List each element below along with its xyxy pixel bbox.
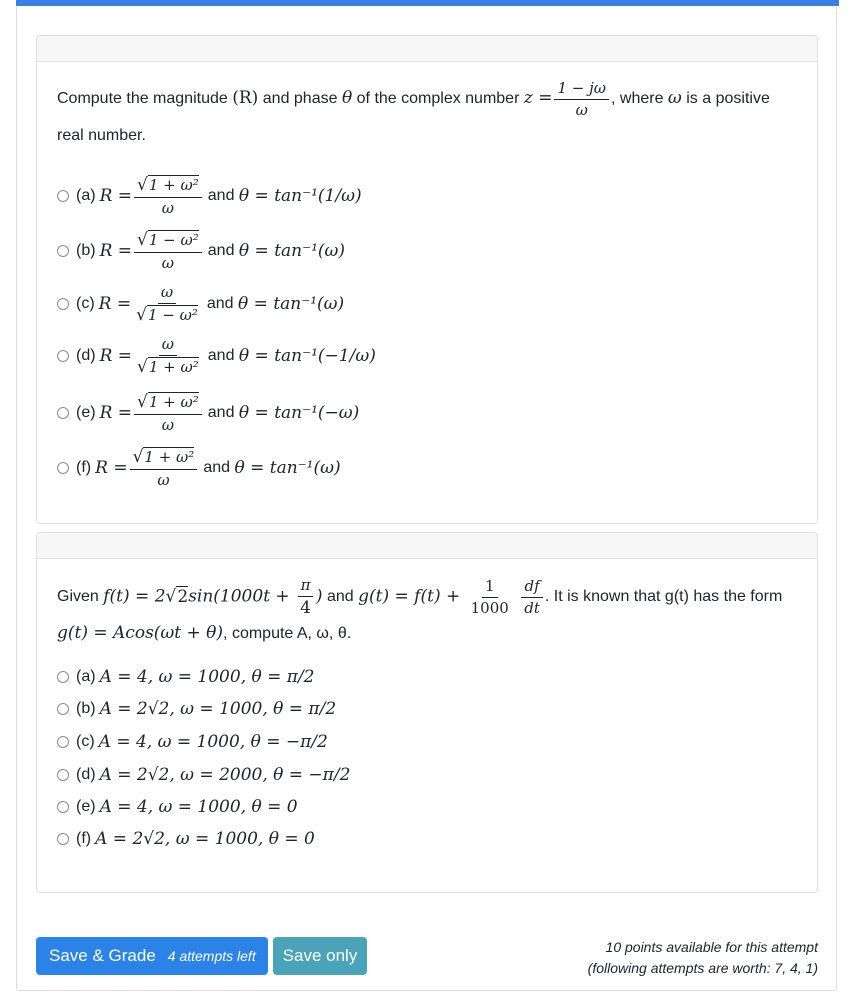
question-2-prompt [57, 577, 799, 644]
q2-option-c[interactable] [57, 732, 328, 752]
option-label: (e) [76, 404, 96, 422]
radio-button[interactable] [57, 833, 69, 845]
R-numerator: √1 + ω² [134, 393, 202, 415]
q1-z: z = [523, 88, 553, 109]
R-numerator: ω [159, 336, 177, 356]
points-line-2: (following attempts are worth: 7, 4, 1) [587, 960, 818, 976]
radio-button[interactable] [57, 769, 69, 781]
option-text: A = 4, ω = 1000, θ = π/2 [99, 667, 315, 687]
R-equals: R = [95, 458, 128, 479]
save-only-label: Save only [282, 946, 358, 965]
points-info [588, 937, 818, 979]
R-denominator: √1 − ω² [136, 304, 198, 325]
q1-z-den: ω [575, 100, 588, 119]
question-1-header [37, 36, 817, 62]
theta-expression: θ = tan⁻¹(−1/ω) [238, 346, 376, 367]
option-label: (d) [76, 347, 96, 365]
and-text: and [207, 242, 235, 260]
q2-f-definition: f(t) = 2√2sin(1000t + $\frac{\pi}{4}$ ) [103, 576, 323, 618]
radio-button[interactable] [57, 703, 69, 715]
R-numerator: ω [158, 284, 176, 304]
q1-option-f[interactable] [57, 448, 341, 488]
option-label: (e) [76, 798, 96, 815]
option-label: (f) [76, 459, 92, 477]
option-text: A = 2√2, ω = 1000, θ = π/2 [99, 699, 337, 719]
q1-text-3: of the complex number [356, 90, 520, 107]
option-label: (a) [76, 187, 96, 205]
q2-g-definition: g(t) = f(t) + $\frac{1}{1000}$ $\frac{df}{dt}$ [358, 578, 545, 616]
q1-omega: ω [667, 88, 682, 109]
q2-compute: , compute A, ω, θ. [223, 625, 352, 643]
option-text: A = 4, ω = 1000, θ = 0 [99, 797, 298, 817]
theta-expression: θ = tan⁻¹(1/ω) [238, 186, 362, 207]
R-denominator: ω [161, 415, 174, 434]
and-text: and [207, 347, 235, 365]
theta-expression: θ = tan⁻¹(ω) [238, 294, 345, 315]
radio-button[interactable] [57, 736, 69, 748]
q1-z-num: 1 − jω [554, 80, 609, 100]
radio-button[interactable] [57, 298, 69, 310]
q2-known: . It is known that g(t) has the form [544, 588, 783, 606]
R-fraction [134, 393, 202, 433]
R-numerator: √1 − ω² [134, 231, 202, 253]
q1-option-c[interactable] [57, 284, 344, 324]
R-fraction [134, 231, 202, 271]
question-2-card [36, 532, 818, 893]
option-label: (f) [76, 830, 92, 847]
save-only-button[interactable] [273, 937, 367, 975]
R-fraction [134, 176, 202, 216]
R-numerator: √1 + ω² [134, 176, 202, 198]
attempts-left: 4 attempts left [167, 948, 256, 964]
q1-R: (R) [232, 88, 259, 109]
question-1-card [36, 35, 818, 524]
q1-theta: θ [341, 88, 353, 109]
q1-option-a[interactable] [57, 176, 362, 216]
option-label: (c) [76, 295, 95, 313]
q1-text-1: Compute the magnitude [57, 90, 228, 107]
R-denominator: ω [161, 198, 174, 217]
R-equals: R = [98, 294, 132, 315]
q1-option-d[interactable] [57, 336, 376, 376]
radio-button[interactable] [57, 350, 69, 362]
option-text: A = 4, ω = 1000, θ = −π/2 [98, 732, 328, 752]
question-1-prompt [57, 80, 799, 146]
R-equals: R = [99, 403, 133, 424]
theta-expression: θ = tan⁻¹(−ω) [238, 403, 360, 424]
q1-option-b[interactable] [57, 231, 345, 271]
save-grade-label: Save & Grade [49, 946, 156, 965]
option-text: A = 2√2, ω = 1000, θ = 0 [95, 829, 315, 849]
R-equals: R = [99, 241, 133, 262]
R-equals: R = [99, 186, 133, 207]
radio-button[interactable] [57, 462, 69, 474]
q2-option-b[interactable] [57, 699, 336, 719]
q2-and: and [327, 588, 354, 606]
q1-text-2: and phase [262, 90, 338, 107]
R-equals: R = [99, 346, 133, 367]
option-label: (d) [76, 766, 96, 783]
R-denominator: ω [157, 470, 170, 489]
q1-option-e[interactable] [57, 393, 359, 433]
q2-option-e[interactable] [57, 797, 298, 817]
R-fraction [130, 448, 198, 488]
question-2-header [37, 533, 817, 559]
R-fraction [133, 284, 201, 324]
save-grade-button[interactable] [36, 937, 268, 975]
radio-button[interactable] [57, 801, 69, 813]
and-text: and [206, 295, 234, 313]
theta-expression: θ = tan⁻¹(ω) [238, 241, 346, 262]
radio-button[interactable] [57, 407, 69, 419]
points-line-1: 10 points available for this attempt [605, 939, 818, 955]
q1-text-6: real number. [57, 127, 146, 144]
R-denominator: ω [161, 253, 174, 272]
q2-option-f[interactable] [57, 829, 315, 849]
radio-button[interactable] [57, 190, 69, 202]
R-denominator: √1 + ω² [137, 356, 199, 377]
and-text: and [203, 459, 231, 477]
option-text: A = 2√2, ω = 2000, θ = −π/2 [99, 765, 351, 785]
option-label: (a) [76, 668, 96, 685]
option-label: (b) [76, 700, 96, 717]
radio-button[interactable] [57, 671, 69, 683]
option-label: (b) [76, 242, 96, 260]
q1-text-4: , where [611, 90, 664, 107]
q2-option-d[interactable] [57, 765, 350, 785]
and-text: and [207, 404, 235, 422]
option-label: (c) [76, 733, 95, 750]
R-numerator: √1 + ω² [130, 448, 198, 470]
radio-button[interactable] [57, 245, 69, 257]
q1-text-5: is a positive [686, 90, 770, 107]
q2-option-a[interactable] [57, 667, 315, 687]
q2-g-form: g(t) = Acos(ωt + θ) [57, 623, 224, 644]
theta-expression: θ = tan⁻¹(ω) [234, 458, 341, 479]
R-fraction [134, 336, 202, 376]
q1-z-fraction [554, 80, 609, 118]
q2-given: Given [57, 588, 99, 606]
and-text: and [207, 187, 235, 205]
